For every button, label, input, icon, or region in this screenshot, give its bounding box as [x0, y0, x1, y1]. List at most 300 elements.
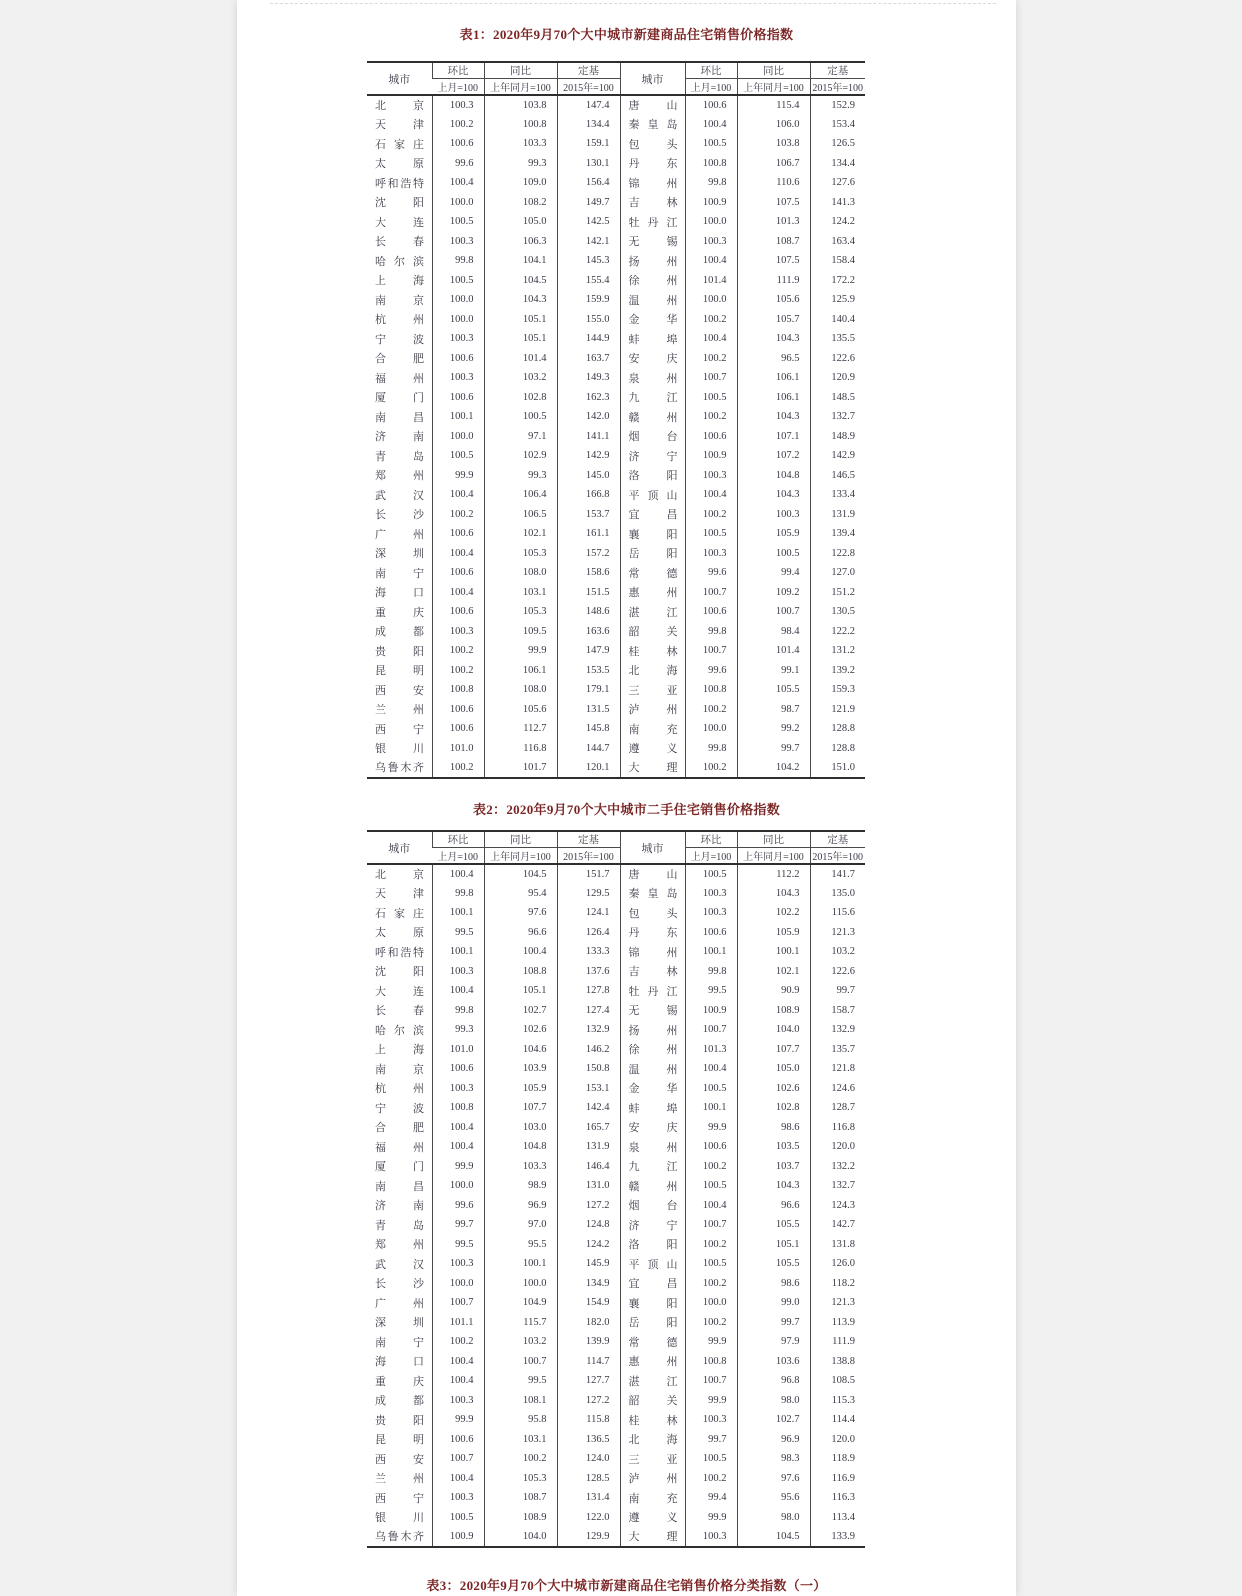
value-cell: 104.2: [737, 758, 810, 778]
value-cell: 97.9: [737, 1332, 810, 1352]
city-cell: [620, 962, 685, 982]
table-row: [367, 680, 865, 700]
value-cell: 100.0: [432, 1176, 484, 1196]
city-name: 宁 波: [375, 1102, 424, 1115]
value-cell: 100.3: [432, 329, 484, 349]
value-cell: 100.4: [432, 583, 484, 603]
value-cell: 159.1: [557, 134, 620, 154]
value-cell: 101.3: [685, 1040, 737, 1060]
table-row: [367, 1098, 865, 1118]
value-cell: 100.1: [737, 942, 810, 962]
value-cell: 99.3: [484, 154, 557, 174]
table-row: [367, 1371, 865, 1391]
value-cell: 126.0: [810, 1254, 865, 1274]
table-row: [367, 1254, 865, 1274]
value-cell: 100.6: [432, 388, 484, 408]
value-cell: 118.2: [810, 1274, 865, 1294]
value-cell: 141.3: [810, 193, 865, 213]
header-row-sub: [367, 79, 865, 96]
city-name: 赣 州: [628, 1180, 678, 1193]
value-cell: 144.9: [557, 329, 620, 349]
value-cell: 142.7: [810, 1215, 865, 1235]
value-cell: 120.9: [810, 368, 865, 388]
city-name: 大 连: [375, 216, 424, 229]
value-cell: 155.4: [557, 271, 620, 291]
value-cell: 99.6: [432, 1196, 484, 1216]
city-cell: [367, 310, 432, 330]
value-cell: 100.6: [432, 1059, 484, 1079]
value-cell: 99.4: [737, 563, 810, 583]
value-cell: 100.2: [432, 505, 484, 525]
value-cell: 100.5: [432, 446, 484, 466]
header-fixed: 定基: [557, 62, 620, 79]
city-cell: [367, 1254, 432, 1274]
value-cell: 100.2: [432, 661, 484, 681]
value-cell: 106.1: [737, 368, 810, 388]
value-cell: 98.0: [737, 1508, 810, 1528]
city-cell: [620, 1449, 685, 1469]
city-cell: [367, 622, 432, 642]
value-cell: 152.9: [810, 95, 865, 115]
value-cell: 104.3: [737, 884, 810, 904]
city-name: 温 州: [628, 294, 678, 307]
city-name: 西 安: [375, 1453, 424, 1466]
table-row: [367, 1059, 865, 1079]
city-cell: [620, 1274, 685, 1294]
city-name: 兰 州: [375, 1473, 424, 1486]
value-cell: 100.6: [432, 1430, 484, 1450]
city-cell: [367, 1293, 432, 1313]
value-cell: 99.5: [432, 1235, 484, 1255]
value-cell: 129.5: [557, 884, 620, 904]
city-cell: [620, 1410, 685, 1430]
table-row: [367, 485, 865, 505]
value-cell: 102.2: [737, 903, 810, 923]
table-row: [367, 1157, 865, 1177]
value-cell: 134.4: [810, 154, 865, 174]
value-cell: 103.8: [484, 95, 557, 115]
value-cell: 142.0: [557, 407, 620, 427]
value-cell: 120.0: [810, 1137, 865, 1157]
value-cell: 127.6: [810, 173, 865, 193]
value-cell: 102.6: [737, 1079, 810, 1099]
value-cell: 96.5: [737, 349, 810, 369]
value-cell: 100.4: [685, 251, 737, 271]
value-cell: 99.6: [685, 563, 737, 583]
city-cell: [367, 903, 432, 923]
value-cell: 102.7: [484, 1001, 557, 1021]
city-cell: [367, 1196, 432, 1216]
city-name: 惠 州: [628, 1356, 678, 1369]
city-cell: [620, 1137, 685, 1157]
city-name: 合 肥: [375, 1122, 424, 1135]
city-name: 长 春: [375, 236, 424, 249]
header-mom-base: 上月=100: [432, 79, 484, 96]
value-cell: 138.8: [810, 1352, 865, 1372]
value-cell: 100.2: [685, 758, 737, 778]
table-row: [367, 193, 865, 213]
city-cell: [367, 1274, 432, 1294]
value-cell: 182.0: [557, 1313, 620, 1333]
value-cell: 106.0: [737, 115, 810, 135]
value-cell: 145.8: [557, 719, 620, 739]
value-cell: 116.3: [810, 1488, 865, 1508]
value-cell: 139.9: [557, 1332, 620, 1352]
city-name: 常 德: [628, 1336, 678, 1349]
city-name: 烟 台: [628, 1200, 678, 1213]
value-cell: 102.9: [484, 446, 557, 466]
value-cell: 148.9: [810, 427, 865, 447]
value-cell: 107.7: [737, 1040, 810, 1060]
city-cell: [367, 134, 432, 154]
city-name: 银 川: [375, 743, 424, 756]
value-cell: 105.3: [484, 1469, 557, 1489]
value-cell: 100.7: [685, 583, 737, 603]
city-cell: [367, 524, 432, 544]
value-cell: 100.5: [685, 1079, 737, 1099]
city-name: 宁 波: [375, 333, 424, 346]
table-row: [367, 1527, 865, 1547]
value-cell: 108.1: [484, 1391, 557, 1411]
city-cell: [620, 700, 685, 720]
table-row: [367, 290, 865, 310]
header-yoy: 同比: [737, 831, 810, 848]
value-cell: 100.0: [685, 719, 737, 739]
value-cell: 100.6: [432, 349, 484, 369]
header-yoy: 同比: [484, 62, 557, 79]
header-fixed: 定基: [810, 831, 865, 848]
value-cell: 128.5: [557, 1469, 620, 1489]
value-cell: 100.7: [432, 1449, 484, 1469]
value-cell: 100.5: [685, 388, 737, 408]
table-row: [367, 903, 865, 923]
value-cell: 100.3: [432, 962, 484, 982]
value-cell: 127.2: [557, 1196, 620, 1216]
value-cell: 131.8: [810, 1235, 865, 1255]
value-cell: 128.8: [810, 739, 865, 759]
table-row: [367, 524, 865, 544]
value-cell: 134.9: [557, 1274, 620, 1294]
city-name: 太 原: [375, 927, 424, 940]
city-name: 济 南: [375, 1200, 424, 1213]
city-name: 南 宁: [375, 1336, 424, 1349]
value-cell: 147.9: [557, 641, 620, 661]
value-cell: 95.5: [484, 1235, 557, 1255]
value-cell: 100.3: [685, 466, 737, 486]
value-cell: 111.9: [810, 1332, 865, 1352]
value-cell: 100.1: [432, 942, 484, 962]
value-cell: 104.0: [484, 1527, 557, 1547]
value-cell: 100.3: [432, 622, 484, 642]
value-cell: 104.0: [737, 1020, 810, 1040]
table-row: [367, 962, 865, 982]
value-cell: 165.7: [557, 1118, 620, 1138]
city-name: 九 江: [628, 1161, 678, 1174]
value-cell: 106.5: [484, 505, 557, 525]
city-cell: [620, 427, 685, 447]
table-row: [367, 981, 865, 1001]
value-cell: 98.7: [737, 700, 810, 720]
table-row: [367, 134, 865, 154]
city-name: 大 理: [628, 1531, 678, 1544]
value-cell: 100.3: [432, 1254, 484, 1274]
value-cell: 99.7: [432, 1215, 484, 1235]
city-cell: [620, 388, 685, 408]
city-name: 南 充: [628, 723, 678, 736]
value-cell: 139.2: [810, 661, 865, 681]
value-cell: 104.5: [484, 271, 557, 291]
city-name: 海 口: [375, 587, 424, 600]
value-cell: 100.4: [685, 115, 737, 135]
value-cell: 99.8: [685, 173, 737, 193]
city-cell: [367, 193, 432, 213]
header-mom: 环比: [685, 831, 737, 848]
value-cell: 100.0: [685, 290, 737, 310]
value-cell: 158.7: [810, 1001, 865, 1021]
value-cell: 130.1: [557, 154, 620, 174]
value-cell: 100.3: [432, 368, 484, 388]
value-cell: 142.1: [557, 232, 620, 252]
value-cell: 118.9: [810, 1449, 865, 1469]
value-cell: 131.0: [557, 1176, 620, 1196]
city-name: 金 华: [628, 314, 678, 327]
value-cell: 127.4: [557, 1001, 620, 1021]
value-cell: 135.0: [810, 884, 865, 904]
value-cell: 124.0: [557, 1449, 620, 1469]
value-cell: 134.4: [557, 115, 620, 135]
city-name: 武 汉: [375, 489, 424, 502]
city-name: 襄 阳: [628, 528, 678, 541]
city-cell: [367, 923, 432, 943]
value-cell: 116.9: [810, 1469, 865, 1489]
city-cell: [620, 1313, 685, 1333]
value-cell: 121.3: [810, 923, 865, 943]
value-cell: 105.9: [737, 923, 810, 943]
value-cell: 106.7: [737, 154, 810, 174]
city-cell: [367, 368, 432, 388]
value-cell: 142.4: [557, 1098, 620, 1118]
value-cell: 98.0: [737, 1391, 810, 1411]
city-cell: [367, 1313, 432, 1333]
value-cell: 102.1: [737, 962, 810, 982]
value-cell: 99.5: [685, 981, 737, 1001]
city-cell: [367, 1215, 432, 1235]
city-cell: [620, 232, 685, 252]
value-cell: 100.8: [685, 1352, 737, 1372]
value-cell: 105.3: [484, 544, 557, 564]
value-cell: 107.1: [737, 427, 810, 447]
city-name: 锦 州: [628, 177, 678, 190]
city-name: 太 原: [375, 158, 424, 171]
header-mom: 环比: [432, 831, 484, 848]
value-cell: 103.6: [737, 1352, 810, 1372]
city-name: 桂 林: [628, 645, 678, 658]
city-cell: [367, 661, 432, 681]
value-cell: 124.2: [810, 212, 865, 232]
city-name: 北 海: [628, 665, 678, 678]
table-row: [367, 349, 865, 369]
table-row: [367, 758, 865, 778]
value-cell: 104.8: [484, 1137, 557, 1157]
value-cell: 150.8: [557, 1059, 620, 1079]
city-name: 扬 州: [628, 1024, 678, 1037]
value-cell: 100.2: [685, 310, 737, 330]
table-row: [367, 232, 865, 252]
value-cell: 100.2: [685, 349, 737, 369]
city-cell: [620, 1098, 685, 1118]
city-name: 牡 丹 江: [628, 985, 678, 998]
city-cell: [620, 1332, 685, 1352]
city-cell: [367, 1098, 432, 1118]
value-cell: 105.6: [737, 290, 810, 310]
value-cell: 105.1: [737, 1235, 810, 1255]
table-header: [367, 62, 865, 95]
value-cell: 148.6: [557, 602, 620, 622]
value-cell: 125.9: [810, 290, 865, 310]
value-cell: 97.6: [484, 903, 557, 923]
value-cell: 105.9: [484, 1079, 557, 1099]
value-cell: 100.7: [685, 641, 737, 661]
city-name: 乌 鲁 木 齐: [375, 762, 424, 775]
value-cell: 101.0: [432, 1040, 484, 1060]
city-cell: [620, 1430, 685, 1450]
value-cell: 111.9: [737, 271, 810, 291]
city-name: 锦 州: [628, 946, 678, 959]
value-cell: 99.8: [685, 622, 737, 642]
value-cell: 99.9: [484, 641, 557, 661]
table1-title: 表1：2020年9月70个大中城市新建商品住宅销售价格指数: [459, 27, 794, 42]
city-name: 韶 关: [628, 626, 678, 639]
city-cell: [620, 641, 685, 661]
value-cell: 100.6: [685, 427, 737, 447]
value-cell: 151.7: [557, 864, 620, 884]
city-name: 秦 皇 岛: [628, 888, 678, 901]
value-cell: 108.9: [737, 1001, 810, 1021]
value-cell: 99.9: [685, 1118, 737, 1138]
value-cell: 100.0: [432, 193, 484, 213]
value-cell: 99.3: [432, 1020, 484, 1040]
value-cell: 131.9: [810, 505, 865, 525]
value-cell: 105.9: [737, 524, 810, 544]
value-cell: 100.1: [685, 1098, 737, 1118]
city-name: 广 州: [375, 1297, 424, 1310]
city-cell: [367, 1118, 432, 1138]
table-row: [367, 251, 865, 271]
city-cell: [367, 115, 432, 135]
table-row: [367, 719, 865, 739]
value-cell: 127.7: [557, 1371, 620, 1391]
value-cell: 153.4: [810, 115, 865, 135]
value-cell: 163.4: [810, 232, 865, 252]
value-cell: 100.2: [432, 758, 484, 778]
table-body: [367, 864, 865, 1547]
city-name: 牡 丹 江: [628, 216, 678, 229]
value-cell: 101.4: [685, 271, 737, 291]
value-cell: 103.1: [484, 1430, 557, 1450]
table-row: [367, 173, 865, 193]
table-row: [367, 388, 865, 408]
city-cell: [620, 622, 685, 642]
value-cell: 103.3: [484, 1157, 557, 1177]
table-row: [367, 1469, 865, 1489]
table-row: [367, 1449, 865, 1469]
table-row: [367, 1137, 865, 1157]
city-name: 惠 州: [628, 587, 678, 600]
value-cell: 101.3: [737, 212, 810, 232]
city-cell: [620, 661, 685, 681]
value-cell: 108.9: [484, 1508, 557, 1528]
header-mom: 环比: [685, 62, 737, 79]
value-cell: 100.1: [484, 1254, 557, 1274]
city-name: 包 头: [628, 907, 678, 920]
city-name: 宜 昌: [628, 509, 678, 522]
table-row: [367, 739, 865, 759]
city-name: 银 川: [375, 1512, 424, 1525]
value-cell: 107.2: [737, 446, 810, 466]
city-name: 泸 州: [628, 1473, 678, 1486]
value-cell: 98.9: [484, 1176, 557, 1196]
value-cell: 98.4: [737, 622, 810, 642]
value-cell: 100.7: [432, 1293, 484, 1313]
city-cell: [620, 864, 685, 884]
city-name: 呼 和 浩 特: [375, 177, 424, 190]
city-cell: [620, 923, 685, 943]
value-cell: 101.0: [432, 739, 484, 759]
table-row: [367, 622, 865, 642]
value-cell: 99.1: [737, 661, 810, 681]
value-cell: 153.7: [557, 505, 620, 525]
value-cell: 103.3: [484, 134, 557, 154]
table-row: [367, 1235, 865, 1255]
city-name: 重 庆: [375, 1375, 424, 1388]
city-cell: [367, 1137, 432, 1157]
value-cell: 159.3: [810, 680, 865, 700]
city-cell: [620, 942, 685, 962]
value-cell: 109.2: [737, 583, 810, 603]
document-page: [237, 0, 1016, 1596]
value-cell: 103.2: [484, 368, 557, 388]
value-cell: 96.9: [737, 1430, 810, 1450]
city-cell: [367, 154, 432, 174]
city-cell: [367, 427, 432, 447]
city-name: 泉 州: [628, 1141, 678, 1154]
value-cell: 100.3: [685, 232, 737, 252]
value-cell: 131.2: [810, 641, 865, 661]
city-name: 郑 州: [375, 1239, 424, 1252]
city-name: 南 昌: [375, 1180, 424, 1193]
value-cell: 146.5: [810, 466, 865, 486]
city-name: 贵 阳: [375, 1414, 424, 1427]
value-cell: 108.7: [737, 232, 810, 252]
city-name: 吉 林: [628, 966, 678, 979]
header-row-top: [367, 831, 865, 848]
value-cell: 121.3: [810, 1293, 865, 1313]
value-cell: 103.7: [737, 1157, 810, 1177]
value-cell: 100.9: [432, 1527, 484, 1547]
table-body: [367, 95, 865, 778]
table-row: [367, 1293, 865, 1313]
table3-title: 表3：2020年9月70个大中城市新建商品住宅销售价格分类指数（一）: [426, 1578, 827, 1593]
city-name: 九 江: [628, 392, 678, 405]
value-cell: 129.9: [557, 1527, 620, 1547]
header-fixed: 定基: [557, 831, 620, 848]
value-cell: 122.6: [810, 349, 865, 369]
value-cell: 100.4: [432, 1371, 484, 1391]
city-cell: [620, 563, 685, 583]
value-cell: 100.5: [432, 212, 484, 232]
value-cell: 108.2: [484, 193, 557, 213]
value-cell: 100.3: [737, 505, 810, 525]
